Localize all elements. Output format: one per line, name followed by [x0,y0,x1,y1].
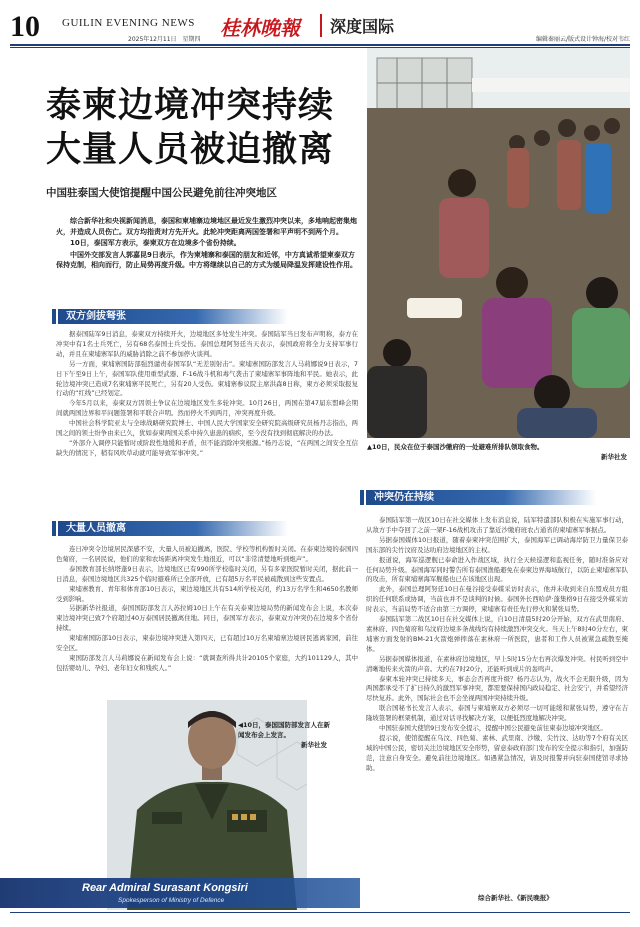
body-paragraph: 泰国教育部长纳塔蓬9日表示，边境地区已有990所学校临时关闭，另有多家医院暂时关闭，据此前一日消息，泰国边境地区共325个临时避难所已全部开放，已有超5万名平民被疏散到这些安置点。 [56,564,358,583]
spokesman-name: Rear Admiral Surasant Kongsiri [82,882,248,894]
body-paragraph: 中国社会科学院亚太与全球战略研究院博士、中国人民大学国家安全研究院高级研究员杨丹志指出，两国之间的领土纷争由来已久，犹如泰柬两国关系中持久患患的痼疾，至今没有找到彻底解决的办法。 [56,419,358,438]
spokesman-name-banner [0,878,360,908]
footer-rule [10,912,630,913]
headline-line-1: 泰柬边境冲突持续 [46,86,335,126]
evacuees-photo [367,48,630,438]
lead-paragraph: 中国外交部发言人郭嘉昆9日表示，作为柬埔寨和泰国的朋友和近邻，中方真诚希望柬泰双方保持克制，相向而行，防止局势再度升级。中方将继续以自己的方式为缓局降温发挥建设性作用。 [56,250,357,269]
paper-name-english: GUILIN EVENING NEWS [62,17,195,29]
body-paragraph: 泰国陆军第一战区10日在社交媒体上发布消息说，陆军特遣部队积极在实施军事行动，从敌方手中夺回了之前一架F-16战机攻击了靠近沙缴府班农占通省的柬埔寨军事据点。 [366,516,628,534]
article-sign-off: 综合新华社、《新民晚报》 [478,894,553,902]
header-rule [10,44,630,46]
lead-paragraph: 综合新华社和央视新闻消息，泰国和柬埔寨边境地区最近发生激烈冲突以来，多地响起密集炮火，并造成人员伤亡。双方均指责对方先开火。此轮冲突距离两国签署和平声明不到两个月。 [56,217,357,236]
section-name: 深度国际 [320,14,394,37]
issue-date: 2025年12月11日 星期四 [128,36,201,43]
body-paragraph: 今年5月以来，泰柬双方因领土争议在边境地区发生多轮冲突。10月26日，两国在第47届东盟峰会期间就两国边界和平问题签署和平联合声明。然而停火不到两月，冲突再度升级。 [56,399,358,418]
section-3-body [366,516,628,774]
newspaper-logo: 桂林晚報 [220,16,300,40]
body-paragraph: 另据泰国媒体报道，在素林府边境地区，早上5时15分左右再次爆发冲突。村民听到空中清晰地传来火箭的声音。大约在7时20分，还能听到成片的轰鸣声。 [366,654,628,673]
body-paragraph: 另一方面，柬埔寨国防部强烈谴责泰国军队“无差别射击”。柬埔寨国防部发言人马莉娜说9日表示，7日下午至9日上午，泰国军队使用重型武器、F-16战斗机和毒气袭击了柬埔寨军事阵地和平民。她表示，此轮边境冲突已造成7名柬埔寨平民死亡，另有20人受伤。柬埔寨参议院主席洪森8日称，柬方必须采取报复行动的“红线”已经划定。 [56,359,358,398]
body-paragraph: 此外，泰国总理阿努廷10日在曼谷接受泰媒采访时表示，他并未收到来自东盟成员方组织的任何联系或协调，当前也并不是谈判的时候。泰国外长西哈萨·蓬集格9日在接受外媒采访时表示，当前局势不适合由第三方调停，柬埔寨有责任先行停火和紧张局势。 [366,585,628,614]
spokesman-photo-caption [238,720,333,750]
spokesman-photo-credit: 新华社发 [301,741,327,749]
body-paragraph: 提示说，使馆提醒在乌汶、四色菊、素林、武里南、沙缴、尖竹汶、达叻等7个府有关区域的中国公民，密切关注边境地区安全形势，留意泰政府部门发布的安全提示和指引，加强防范，注意自身安全。避免前往边境地区。如遇紧急情况，请及时报警并向驻泰国使馆寻求协助。 [366,733,629,772]
body-paragraph: 另据泰国媒体10日报道，随着泰柬冲突范围扩大，泰国海军已调动海岸防卫力量保卫泰国东部的尖竹汶府及达叻府边境地区的主权。 [366,535,628,554]
spokesman-title: Spokesperson of Ministry of Defence [118,897,225,904]
body-paragraph: “外部介入调停只能暂时或阶段性地缓和矛盾，但不能消除冲突根源。”杨丹志说，“在两国之间安全互信缺失的情况下，稍有风吹草动就可能导致军事冲突。” [56,438,358,457]
body-paragraph: 柬埔寨教育、青年和体育部10日表示，柬边境地区共有514所学校关闭，约13万名学生和4650名教师受到影响。 [56,584,358,603]
subheadline: 中国驻泰国大使馆提醒中国公民避免前往冲突地区 [46,187,277,199]
body-paragraph: 柬埔寨国防部10日表示，柬泰边境冲突进入第四天，已有超过10万名柬埔寨边境居民逃离家园，前往安全区。 [56,634,358,653]
spokesman-caption-text: ◀10日，泰国国防部发言人在新闻发布会上发言。 [238,721,331,739]
page-number: 10 [10,10,40,43]
body-paragraph: 泰国陆军第二战区10日在社交媒体上说，自10日清晨5时20分开始，双方在武里南府、素林府、四色菊府和乌汶府边境多条战线均有持续激烈冲突交火。当天上午8时40分左右，柬埔寨方面发射的BM-21火箭炮弹摔落在素林府一所医院，患者和工作人员被紧急疏散至掩体。 [366,615,628,653]
page-header [0,0,640,48]
body-paragraph: 联合国秘书长发言人表示，泰国与柬埔寨双方必须尽一切可能缓和紧张局势，遵守在吉隆坡签署的框架机制，通过对话寻找解决方案，以便低烈度地解决冲突。 [366,704,628,723]
body-paragraph: 泰柬本轮冲突已持续多天，事态会否再度升级？杨丹志认为，战火不会无限升级，因为两国都承受不了扩日持久的激烈军事冲突，都需要保持国内政局稳定、社会安宁，并希望经济尽快复苏。此外，国际社会也不会坐视两国冲突持续升级。 [366,674,629,703]
lead-paragraphs [56,216,358,272]
body-paragraph: 连日冲突令边境居民深感不安，大量人员被迫撤离，医院、学校等机构暂时关闭。在泰柬边境的泰国四色菊府，一名居民说，他们的家和农场距离冲突发生地很近，可以“非常清楚地听到炮声”。 [56,545,358,563]
section-heading-1: 双方剑拔弩张 [58,309,288,324]
body-paragraph: 中国驻泰国大使馆9日发布安全提示，提醒中国公民避免前往柬泰边境冲突地区。 [379,724,607,733]
headline [46,84,356,172]
body-paragraph: 报道说，海军巡逻舰已奉命进入作战区域，执行全天候巡逻和监视任务，随时准备应对任何局势升级。泰国海军同时警告所有泰国渔船避免在泰柬边界海域航行，以防止柬埔寨军队的攻击，所有柬埔寨海军舰船也已在该地区出现。 [366,555,629,584]
top-photo-caption-text: ▲10日，民众在位于泰国沙缴府的一处避难所排队领取食物。 [367,443,544,451]
editor-credits: 编辑秦丽云/版式设计钟海/校对韦红 [535,36,630,43]
body-paragraph: 据泰国陆军9日消息，泰柬双方持续开火，边境地区多处发生冲突。泰国陆军当日发布声明称，泰方在冲突中有1名士兵死亡，另有68名泰国士兵受伤。泰国总理阿努廷当天表示，泰国政府将全力支持军事行动，并且在柬埔寨军队的威胁消除之前不参加停火谈判。 [56,330,358,358]
body-paragraph: 柬国防部发言人马莉娜说在新闻发布会上说：“就调查所得共计20105个家庭，大约101129人，其中包括婴幼儿、孕妇、老年妇女和残疾人。” [56,653,358,672]
top-photo-caption [367,442,627,462]
section-1-body [56,330,358,459]
section-heading-2: 大量人员撤离 [58,521,288,536]
body-paragraph: 另据新华社报道，泰国国防部发言人苏拉姆10日上午在有关泰柬边境局势的新闻发布会上说，本次泰柬边境冲突已致7个府超过40万泰国居民撤离住地。同日，泰国军方表示，泰柬双方冲突仍在边境多个省份持续。 [56,604,358,633]
top-photo-credit: 新华社发 [601,453,627,461]
lead-paragraph: 10日，泰国军方表示，泰柬双方在边境多个省份持续。 [70,239,241,247]
headline-line-2: 大量人员被迫撤离 [46,130,335,170]
evacuees-photo-illustration [367,48,630,438]
section-2-body [56,545,358,674]
section-heading-3: 冲突仍在持续 [366,490,596,505]
